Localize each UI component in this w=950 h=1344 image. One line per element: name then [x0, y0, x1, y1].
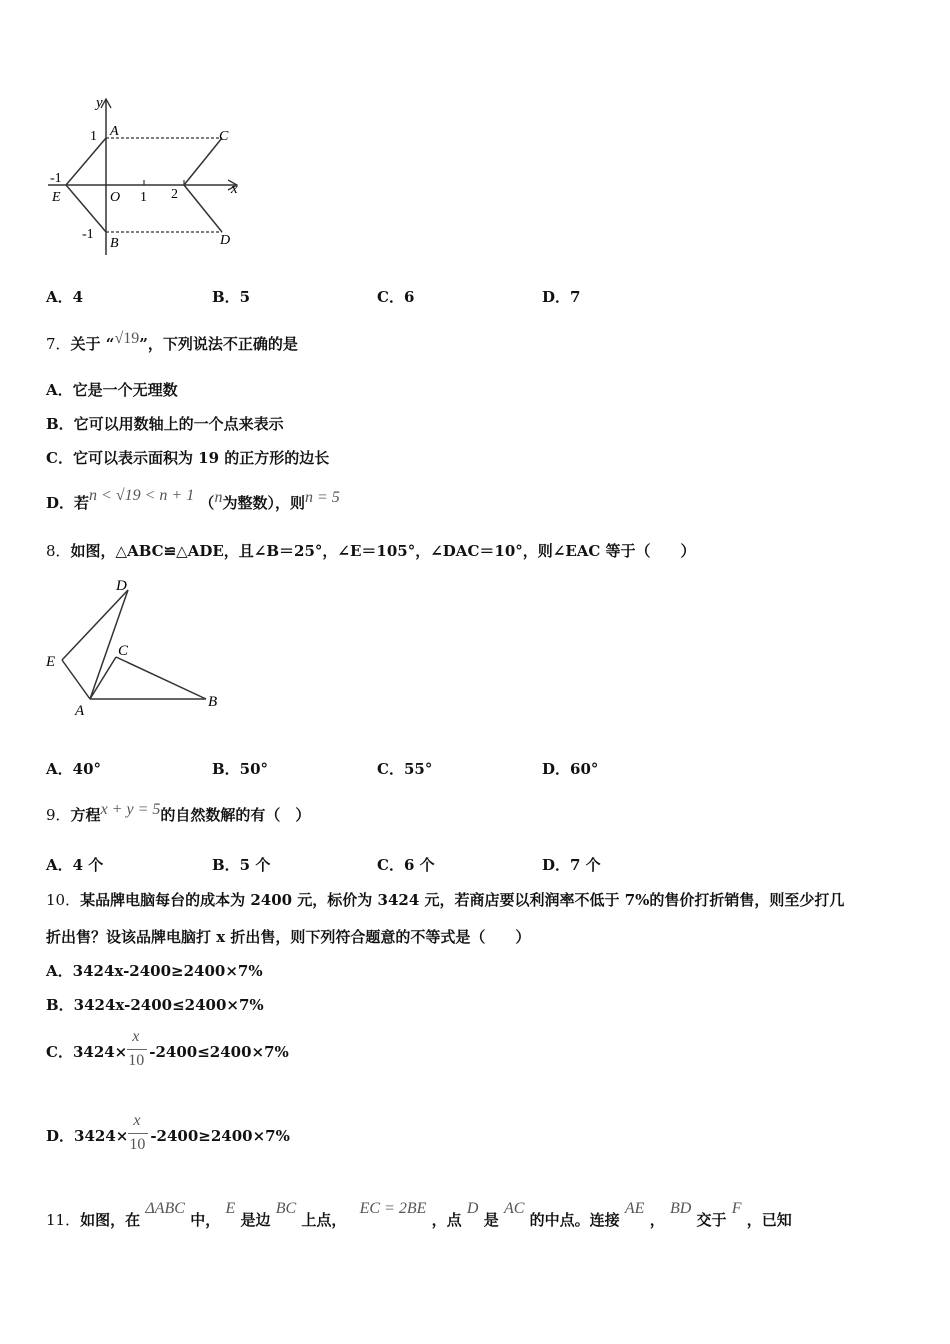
q6-option-c: C．6: [377, 288, 415, 306]
label-tick-y-neg1: -1: [82, 227, 94, 242]
q9-number: 9．: [46, 806, 71, 824]
q7-sqrt-expression: √19: [114, 330, 140, 347]
label-point-A: A: [110, 124, 119, 139]
label-point-D: D: [220, 233, 231, 248]
q11-t6: 是: [483, 1211, 499, 1229]
q11-t1: 如图，在: [80, 1211, 141, 1229]
q6-option-d: D．7: [542, 288, 581, 306]
label-point-C: C: [219, 129, 229, 144]
q8-option-d: D．60°: [542, 760, 599, 778]
q6-option-a: A．4: [46, 288, 84, 306]
q11-point-e: E: [225, 1200, 236, 1217]
q9-stem: [46, 801, 311, 825]
label-point-D: D: [116, 578, 127, 594]
q7-quote-open: “: [105, 335, 115, 353]
q7-option-d: [46, 487, 340, 513]
segment-C2: [184, 138, 222, 185]
q11-segment-ae: AE: [624, 1200, 645, 1217]
q11-triangle-abc: ΔABC: [145, 1200, 185, 1217]
q10-option-c: [46, 1028, 289, 1078]
q7-option-d-result: n = 5: [304, 489, 340, 506]
q8-stem: [46, 540, 696, 561]
q7-option-d-inequality: n < √19 < n + 1: [89, 487, 195, 504]
fraction-numerator: x: [132, 1028, 140, 1045]
q7-option-d-pre: D．若: [46, 494, 90, 512]
q11-t9: 交于: [696, 1211, 727, 1229]
q8-triangle-figure: [40, 572, 230, 720]
q11-point-d: D: [466, 1200, 479, 1217]
q11-t3: 是边: [240, 1211, 271, 1229]
q10-option-b: B．3424x-2400≤2400×7%: [46, 996, 264, 1014]
q9-equation: x + y = 5: [100, 801, 161, 818]
q8-text: 如图，△ABC≌△ADE，且∠B＝25°，∠E＝105°，∠DAC＝10°，则∠EAC 等于（ ）: [70, 542, 696, 560]
q11-t4: 上点，: [301, 1211, 347, 1229]
q7-option-a: A．它是一个无理数: [46, 381, 178, 399]
q11-side-ac: AC: [503, 1200, 525, 1217]
q7-stem: [46, 330, 298, 354]
q7-option-b: B．它可以用数轴上的一个点来表示: [46, 415, 284, 433]
q9-option-b: B．5 个: [212, 856, 271, 874]
q8-option-b: B．50°: [212, 760, 269, 778]
label-point-B: B: [110, 236, 119, 251]
fraction-numerator: x: [133, 1112, 141, 1129]
label-tick-y-1: 1: [90, 129, 97, 144]
segment-CB: [116, 657, 206, 699]
q10-option-d: [46, 1112, 290, 1162]
fraction-denominator: 10: [128, 1052, 145, 1069]
q8-number: 8．: [46, 542, 71, 560]
q7-text-pre: 关于: [70, 335, 101, 353]
q10-stem-line2: 折出售？设该品牌电脑打 x 折出售，则下列符合题意的不等式是（ ）: [46, 928, 531, 946]
q11-t5: ，点: [431, 1211, 462, 1229]
q10-option-d-post: -2400≥2400×7%: [150, 1127, 290, 1145]
q11-t8: ，: [649, 1211, 665, 1229]
q7-option-d-paren: （: [199, 494, 215, 512]
q10-number: 10．: [46, 891, 81, 909]
q11-number: 11．: [46, 1211, 81, 1229]
q11-t7: 的中点。连接: [529, 1211, 620, 1229]
q11-side-bc: BC: [275, 1200, 297, 1217]
q11-equation-ec: EC = 2BE: [359, 1200, 427, 1217]
q7-number: 7．: [46, 335, 71, 353]
segment-EA: [62, 660, 90, 699]
q11-stem: [46, 1200, 792, 1230]
fraction-bar: [128, 1133, 148, 1134]
q7-text-post: ，下列说法不正确的是: [147, 335, 298, 353]
label-point-A: A: [75, 703, 85, 719]
q9-option-a: A．4 个: [46, 856, 104, 874]
q10-option-c-post: -2400≤2400×7%: [149, 1043, 289, 1061]
label-x-axis: x: [231, 181, 238, 197]
q9-text-post: 的自然数解的有（ ）: [160, 806, 311, 824]
q11-point-f: F: [731, 1200, 742, 1217]
segment-EB: [66, 185, 106, 232]
q7-option-c: C．它可以表示面积为 19 的正方形的边长: [46, 449, 330, 467]
q11-t2: 中，: [190, 1211, 221, 1229]
q7-quote-close: ”: [139, 335, 148, 353]
label-point-E: E: [52, 190, 61, 205]
q7-option-d-n: n: [214, 489, 223, 506]
q9-option-d: D．7 个: [542, 856, 601, 874]
q10-option-d-pre: D．3424×: [46, 1127, 129, 1145]
q8-option-c: C．55°: [377, 760, 433, 778]
label-y-axis: y: [96, 95, 103, 111]
label-tick-x-1: 1: [140, 190, 147, 205]
q10-text-line1: 某品牌电脑每台的成本为 2400 元，标价为 3424 元，若商店要以利润率不低于 7%的售价打折销售，则至少打几: [80, 891, 845, 909]
label-tick-x-2: 2: [171, 187, 178, 202]
q10-option-c-pre: C．3424×: [46, 1043, 128, 1061]
q9-text-pre: 方程: [70, 806, 101, 824]
q10-option-d-fraction: [128, 1112, 150, 1162]
q10-option-a: A．3424x-2400≥2400×7%: [46, 962, 263, 980]
label-point-B: B: [208, 694, 218, 710]
q6-option-b: B．5: [212, 288, 251, 306]
label-point-E: E: [46, 654, 56, 670]
q8-option-a: A．40°: [46, 760, 102, 778]
label-tick-x-neg1: -1: [50, 171, 62, 186]
q9-option-c: C．6 个: [377, 856, 435, 874]
q11-t10: ，已知: [746, 1211, 792, 1229]
q6-coordinate-figure: [40, 90, 250, 260]
label-point-C: C: [118, 643, 129, 659]
fraction-denominator: 10: [129, 1136, 146, 1153]
q10-stem-line1: [46, 889, 844, 910]
segment-EA: [66, 138, 106, 185]
label-origin: O: [110, 190, 121, 205]
q7-option-d-mid: 为整数），则: [222, 494, 305, 512]
q10-option-c-fraction: [127, 1028, 149, 1078]
fraction-bar: [127, 1049, 147, 1050]
segment-D2: [184, 185, 222, 232]
q11-segment-bd: BD: [669, 1200, 692, 1217]
